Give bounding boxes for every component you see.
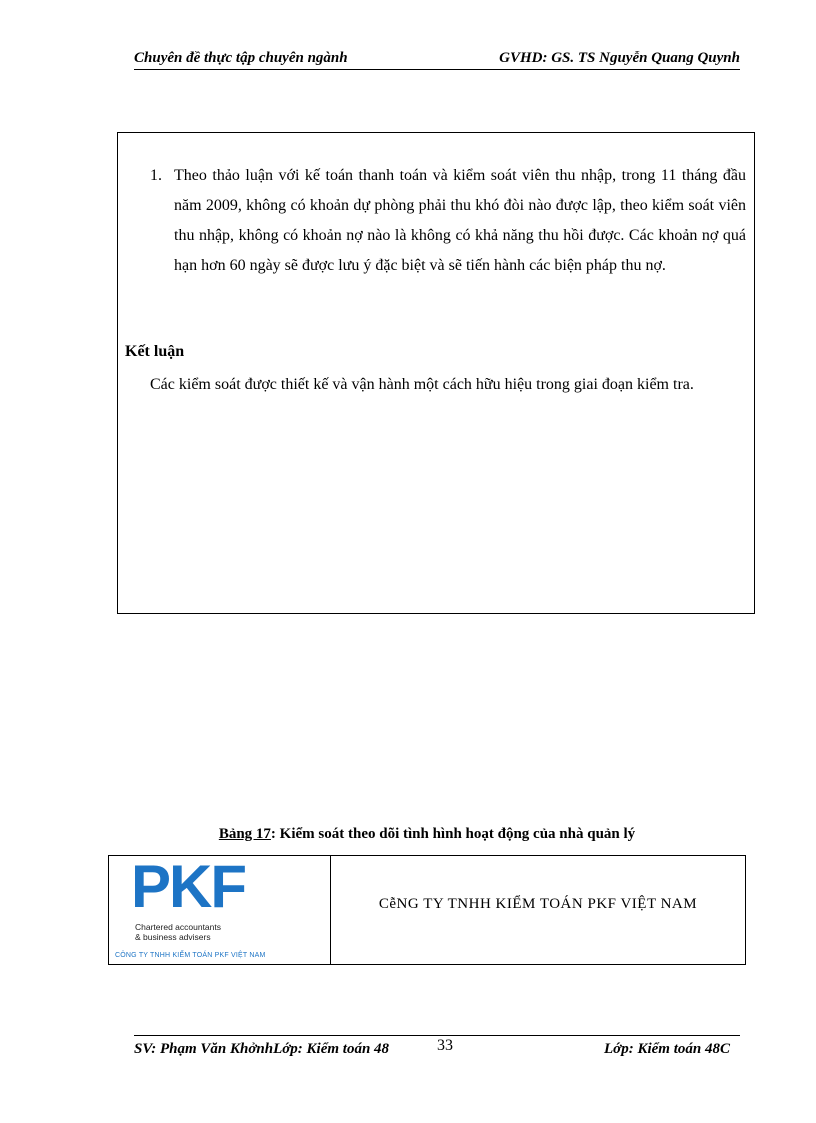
pkf-logo-letters: PKF [131,853,245,920]
company-name-cell [331,856,745,964]
header-right: GVHD: GS. TS Nguyễn Quang Quynh [499,50,740,66]
conclusion-title: Kết luận [125,343,185,360]
page-footer [134,1035,740,1057]
content-box [117,132,755,614]
pkf-logo-company: CÔNG TY TNHH KIỂM TOÁN PKF VIỆT NAM [115,952,266,959]
table-caption [108,826,746,843]
list-item-text: Theo thảo luận với kế toán thanh toán và kiểm soát viên thu nhập, trong 11 tháng đầu năm 2009, không có khoản dự phòng phải thu khó đòi nào được lập, theo kiểm soát viên thu nhập, không có khoản nợ nào là không có khả năng thu hồi được. Các khoản nợ quá hạn hơn 60 ngày sẽ được lưu ý đặc biệt và sẽ tiến hành các biện pháp thu nợ. [174,167,746,274]
pkf-logo-tagline [135,922,221,942]
pkf-logo [109,853,331,964]
page-number: 33 [437,1037,453,1054]
list-item-number: 1. [150,167,162,184]
list-item [150,161,746,281]
header-left: Chuyên đề thực tập chuyên ngành [134,50,348,66]
footer-left: SV: Phạm Văn KhởnhLớp: Kiểm toán 48 [134,1041,390,1057]
page-header [134,50,740,70]
pkf-tagline-1: Chartered accountants [135,922,221,932]
company-name: CễNG TY TNHH KIỂM TOÁN PKF VIỆT NAM [378,896,698,912]
caption-text: : Kiểm soát theo dõi tình hình hoạt động của nhà quản lý [270,826,636,842]
company-header-table [108,855,746,965]
pkf-tagline-2: & business advisers [135,932,211,942]
footer-right: Lớp: Kiểm toán 48C [604,1041,730,1057]
caption-label: Bảng 17 [218,826,271,842]
conclusion-text: Các kiểm soát được thiết kế và vận hành một cách hữu hiệu trong giai đoạn kiểm tra. [150,376,694,393]
